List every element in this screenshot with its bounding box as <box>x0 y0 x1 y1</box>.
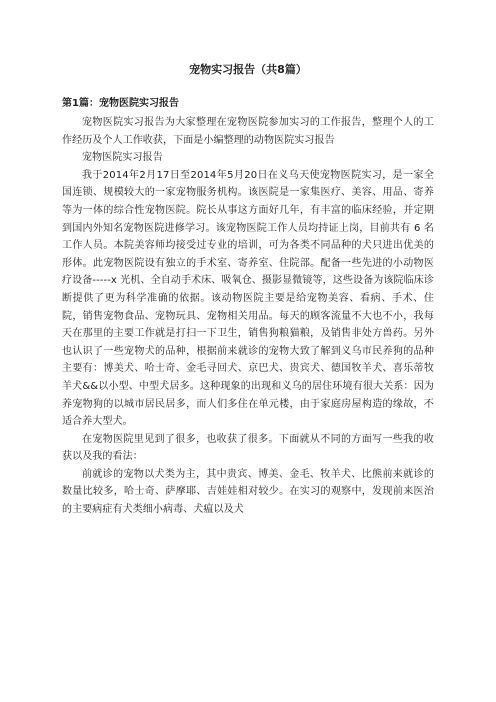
body-paragraph: 我于2014年2月17日至2014年5月20日在义乌天使宠物医院实习，是一家全国连锁、规模较大的一家宠物服务机构。该医院是一家集医疗、美容、用品、寄养等为一体的综合性宠物医院。院长从事这方面好几年，有丰富的临床经验，并定期到国内外知名宠物医院进修学习。该宠物医院工作人员均持证上岗，目前共有 6 名工作人员。本院美容师均接受过专业的培训，可为各类不同品种的犬只进出优美的形体。此宠物医院设有独立的手术室、寄养室、住院部。配备一些先进的小动物医疗设备-----x 光机、全自动手术床、吸氧仓、摄影显微镜等，这些设备为该院临床诊断提供了更为科学准确的依据。该动物医院主要是给宠物美容、看病、手术、住院，销售宠物食品、宠物玩具、宠物相关用品。每天的顾客流量不大也不小，我每天在那里的主要工作就是打扫一下卫生，销售狗粮猫粮，及销售非处方兽药。另外也认识了一些宠物犬的品种，根据前来就诊的宠物大致了解到义乌市民养狗的品种主要有：博美犬、哈士奇、金毛寻回犬、京巴犬、贵宾犬、德国牧羊犬、喜乐蒂牧羊犬&&以小型、中型犬居多。这种现象的出现和义乌的居住环境有很大关系：因为养宠物狗的以城市居民居多，而人们多住在单元楼，由于家庭房屋构造的缘故，不适合养大型犬。 <box>62 169 434 428</box>
body-paragraph: 前就诊的宠物以犬类为主，其中贵宾、博美、金毛、牧羊犬、比熊前来就诊的数量比较多，哈士奇、萨摩耶、吉娃娃相对较少。在实习的观察中，发现前来医治的主要病症有犬类细小病毒、犬瘟以及犬 <box>62 468 434 516</box>
section-title: 第1篇：宠物医院实习报告 <box>62 98 179 109</box>
report-heading-line: 宠物医院实习报告 <box>82 152 163 164</box>
body-paragraph: 在宠物医院里见到了很多，也收获了很多。下面就从不同的方面写一些我的收获以及我的看法： <box>62 433 434 463</box>
document-page <box>62 62 434 519</box>
document-title: 宠物实习报告（共8篇） <box>189 63 307 76</box>
intro-paragraph: 宠物医院实习报告为大家整理在宠物医院参加实习的工作报告，整理个人的工作经历及个人工作收获，下面是小编整理的动物医院实习报告 <box>62 117 434 146</box>
